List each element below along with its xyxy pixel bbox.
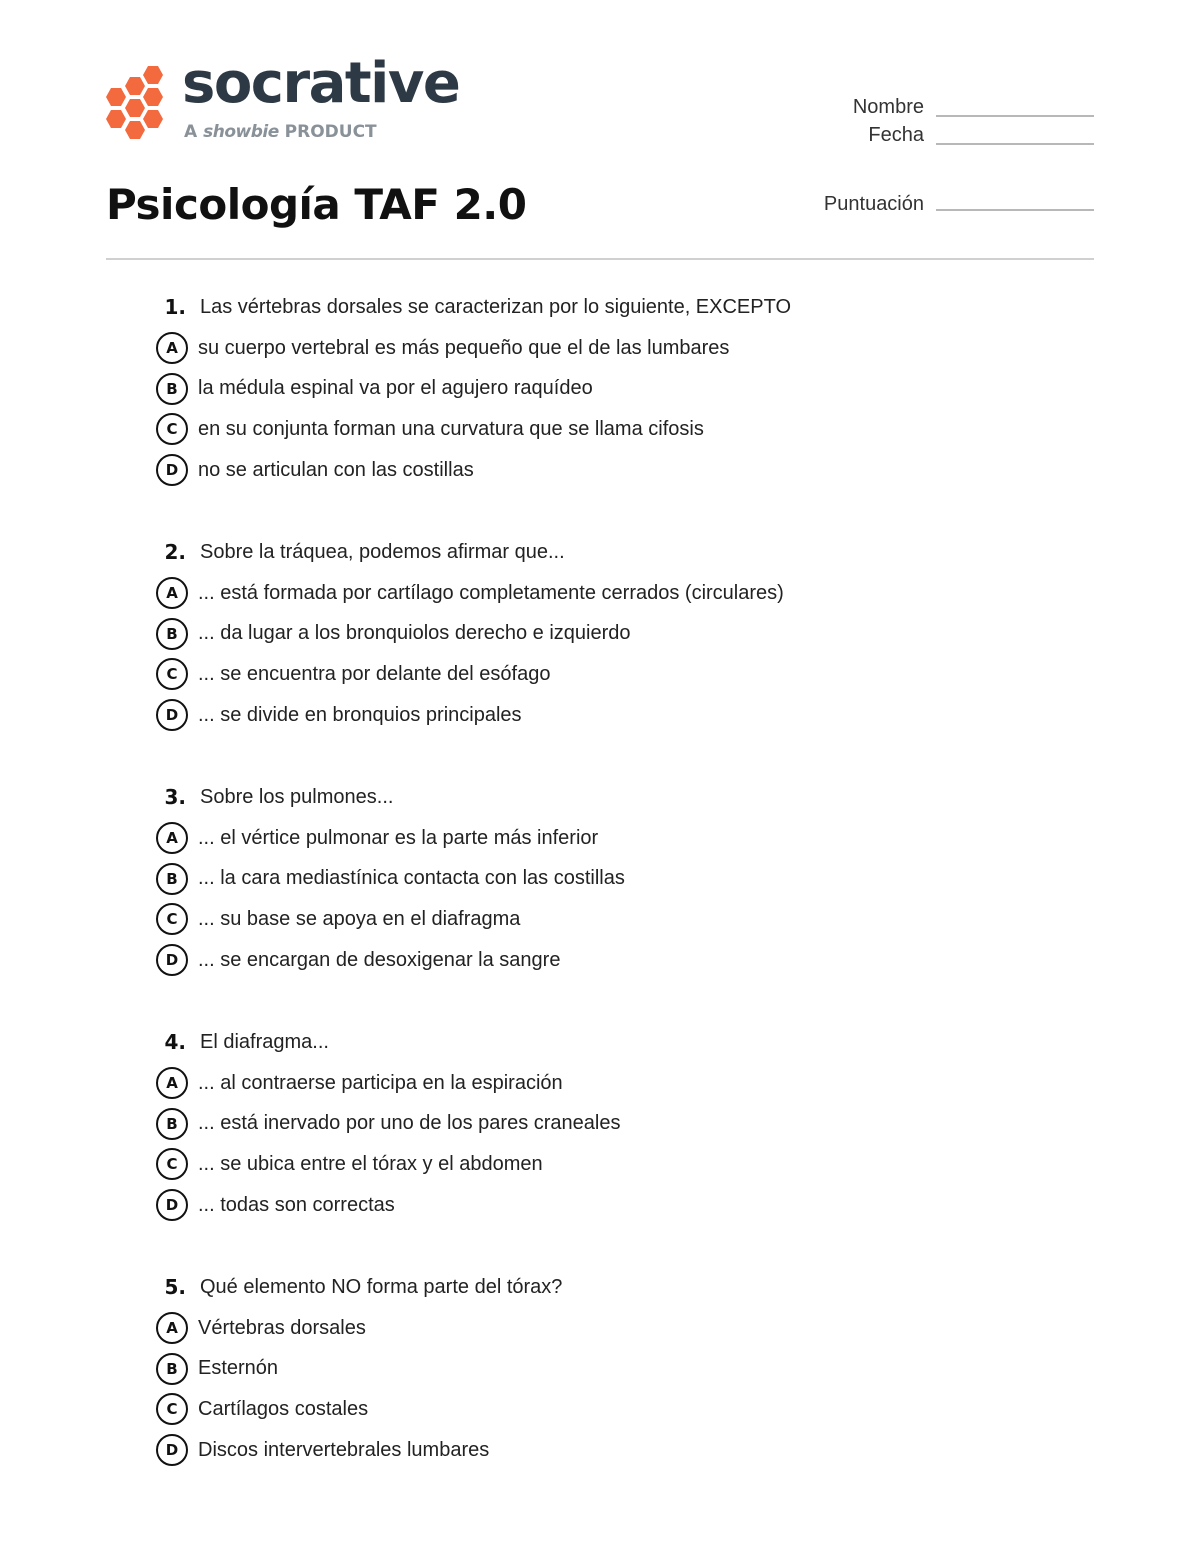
- option-d[interactable]: [156, 1185, 1116, 1226]
- question-header: [156, 532, 1116, 573]
- question-text: Sobre los pulmones...: [200, 785, 394, 808]
- tagline-suffix: PRODUCT: [284, 122, 377, 142]
- option-text: ... está inervado por uno de los pares craneales: [198, 1112, 621, 1135]
- option-text: ... se encargan de desoxigenar la sangre: [198, 948, 561, 971]
- question-text: El diafragma...: [200, 1030, 329, 1053]
- option-b[interactable]: [156, 1103, 1116, 1144]
- option-text: ... está formada por cartílago completamente cerrados (circulares): [198, 581, 784, 604]
- option-a[interactable]: [156, 573, 1116, 614]
- option-c[interactable]: [156, 409, 1116, 450]
- option-d[interactable]: [156, 1430, 1116, 1471]
- option-b[interactable]: [156, 858, 1116, 899]
- option-text: ... la cara mediastínica contacta con las costillas: [198, 867, 625, 890]
- option-letter-bubble[interactable]: C: [156, 413, 188, 445]
- option-letter-bubble[interactable]: D: [156, 1434, 188, 1466]
- option-letter-bubble[interactable]: A: [156, 1067, 188, 1099]
- quiz-title: Psicología TAF 2.0: [106, 180, 527, 229]
- logo-tagline: [184, 124, 377, 141]
- question-text: Qué elemento NO forma parte del tórax?: [200, 1275, 563, 1298]
- logo-wordmark: socrative: [182, 51, 460, 116]
- option-text: ... al contraerse participa en la espiración: [198, 1071, 563, 1094]
- option-text: su cuerpo vertebral es más pequeño que el de las lumbares: [198, 336, 730, 359]
- option-letter-bubble[interactable]: D: [156, 944, 188, 976]
- score-field-line[interactable]: [936, 209, 1094, 211]
- question-1: [156, 287, 1116, 490]
- option-a[interactable]: [156, 1308, 1116, 1349]
- question-text: Las vértebras dorsales se caracterizan por lo siguiente, EXCEPTO: [200, 295, 792, 318]
- question-number: 1.: [164, 295, 186, 320]
- name-field-line[interactable]: [936, 115, 1094, 117]
- option-text: la médula espinal va por el agujero raquídeo: [198, 377, 593, 400]
- option-letter-bubble[interactable]: B: [156, 618, 188, 650]
- option-text: ... se divide en bronquios principales: [198, 703, 522, 726]
- name-label: Nombre: [852, 96, 924, 118]
- option-text: Discos intervertebrales lumbares: [198, 1438, 490, 1461]
- question-number: 4.: [164, 1030, 186, 1055]
- question-header: [156, 1267, 1116, 1308]
- option-text: en su conjunta forman una curvatura que se llama cifosis: [198, 417, 704, 440]
- option-a[interactable]: [156, 328, 1116, 369]
- option-text: ... el vértice pulmonar es la parte más inferior: [198, 826, 599, 849]
- option-letter-bubble[interactable]: A: [156, 822, 188, 854]
- option-text: no se articulan con las costillas: [198, 458, 474, 481]
- date-label: Fecha: [868, 124, 924, 146]
- option-d[interactable]: [156, 940, 1116, 981]
- option-letter-bubble[interactable]: D: [156, 454, 188, 486]
- option-d[interactable]: [156, 450, 1116, 491]
- question-number: 5.: [164, 1275, 186, 1300]
- option-d[interactable]: [156, 695, 1116, 736]
- header-divider: [106, 258, 1094, 260]
- tagline-brand: showbie: [203, 122, 279, 142]
- question-number: 2.: [164, 540, 186, 565]
- option-letter-bubble[interactable]: A: [156, 1312, 188, 1344]
- question-2: [156, 532, 1116, 735]
- hexagon-cluster-icon: [104, 64, 166, 144]
- option-text: Cartílagos costales: [198, 1397, 369, 1420]
- question-number: 3.: [164, 785, 186, 810]
- option-a[interactable]: [156, 1063, 1116, 1104]
- question-5: [156, 1267, 1116, 1470]
- tagline-prefix: A: [184, 122, 198, 142]
- option-c[interactable]: [156, 1144, 1116, 1185]
- option-text: ... todas son correctas: [198, 1193, 395, 1216]
- option-b[interactable]: [156, 613, 1116, 654]
- option-text: ... da lugar a los bronquiolos derecho e izquierdo: [198, 622, 631, 645]
- option-text: ... su base se apoya en el diafragma: [198, 907, 521, 930]
- option-text: Esternón: [198, 1357, 279, 1380]
- option-text: ... se ubica entre el tórax y el abdomen: [198, 1152, 543, 1175]
- question-header: [156, 1022, 1116, 1063]
- question-header: [156, 287, 1116, 328]
- option-a[interactable]: [156, 818, 1116, 859]
- option-c[interactable]: [156, 654, 1116, 695]
- option-letter-bubble[interactable]: B: [156, 863, 188, 895]
- option-b[interactable]: [156, 368, 1116, 409]
- question-3: [156, 777, 1116, 980]
- question-header: [156, 777, 1116, 818]
- option-letter-bubble[interactable]: B: [156, 1353, 188, 1385]
- option-letter-bubble[interactable]: C: [156, 903, 188, 935]
- option-letter-bubble[interactable]: D: [156, 699, 188, 731]
- option-letter-bubble[interactable]: A: [156, 577, 188, 609]
- option-letter-bubble[interactable]: D: [156, 1189, 188, 1221]
- option-c[interactable]: [156, 899, 1116, 940]
- option-letter-bubble[interactable]: B: [156, 373, 188, 405]
- option-letter-bubble[interactable]: C: [156, 1148, 188, 1180]
- socrative-logo: [104, 51, 484, 148]
- option-b[interactable]: [156, 1348, 1116, 1389]
- option-letter-bubble[interactable]: A: [156, 332, 188, 364]
- question-4: [156, 1022, 1116, 1225]
- score-label: Puntuación: [823, 193, 924, 215]
- option-letter-bubble[interactable]: C: [156, 1393, 188, 1425]
- option-letter-bubble[interactable]: C: [156, 658, 188, 690]
- option-letter-bubble[interactable]: B: [156, 1108, 188, 1140]
- option-text: ... se encuentra por delante del esófago: [198, 662, 551, 685]
- date-field-line[interactable]: [936, 143, 1094, 145]
- option-text: Vértebras dorsales: [198, 1316, 366, 1339]
- option-c[interactable]: [156, 1389, 1116, 1430]
- question-text: Sobre la tráquea, podemos afirmar que...: [200, 540, 565, 563]
